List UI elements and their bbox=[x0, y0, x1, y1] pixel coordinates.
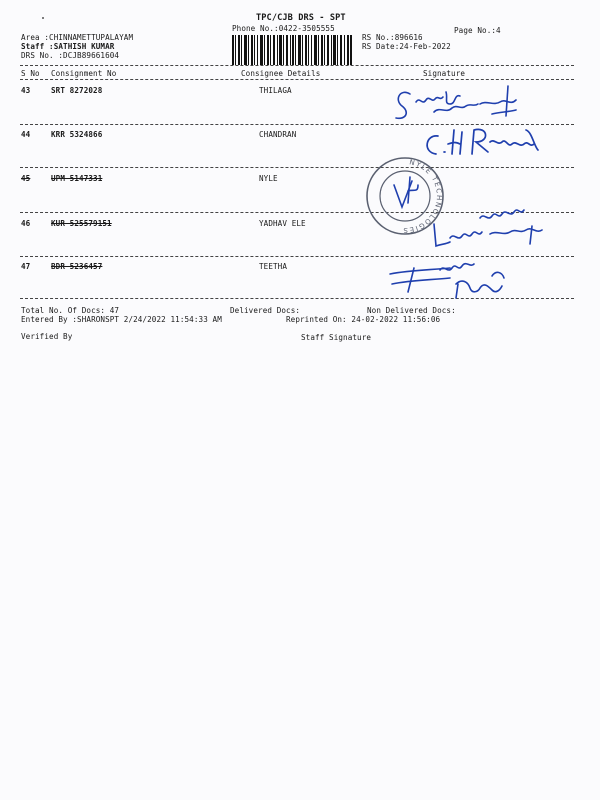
handwritten-signature bbox=[384, 254, 524, 304]
divider bbox=[20, 65, 574, 66]
scan-speck bbox=[42, 17, 44, 19]
rs-date: RS Date:24-Feb-2022 bbox=[362, 42, 451, 51]
row-consignment-no: KUR 525579151 bbox=[51, 219, 112, 228]
page-number: Page No.:4 bbox=[454, 26, 501, 35]
row-consignment-no: KRR 5324866 bbox=[51, 130, 103, 139]
rs-number: RS No.:896616 bbox=[362, 33, 423, 42]
row-consignment-no: UPM 5147331 bbox=[51, 174, 103, 183]
handwritten-signature bbox=[388, 78, 538, 126]
delivered-docs: Delivered Docs: bbox=[230, 306, 301, 315]
row-consignee: YADHAV ELE bbox=[259, 219, 306, 228]
barcode bbox=[232, 35, 352, 65]
verified-by-label: Verified By bbox=[21, 332, 73, 341]
company-stamp bbox=[364, 155, 446, 237]
phone-number: Phone No.:0422-3505555 bbox=[232, 24, 335, 33]
row-sno: 45 bbox=[21, 174, 31, 183]
area-label: Area :CHINNAMETTUPALAYAM bbox=[21, 33, 134, 42]
drs-number: DRS No. :DCJB89661604 bbox=[21, 51, 120, 60]
document-title: TPC/CJB DRS - SPT bbox=[256, 13, 346, 23]
row-consignee: TEETHA bbox=[259, 262, 288, 271]
column-header-consignment: Consignment No bbox=[51, 69, 117, 78]
row-consignment-no: SRT 8272028 bbox=[51, 86, 103, 95]
reprinted-on: Reprinted On: 24-02-2022 11:56:06 bbox=[286, 315, 441, 324]
total-docs: Total No. Of Docs: 47 bbox=[21, 306, 120, 315]
row-sno: 46 bbox=[21, 219, 31, 228]
row-consignee: THILAGA bbox=[259, 86, 292, 95]
row-consignee: NYLE bbox=[259, 174, 278, 183]
row-sno: 47 bbox=[21, 262, 31, 271]
row-sno: 43 bbox=[21, 86, 31, 95]
entered-by: Entered By :SHARONSPT 2/24/2022 11:54:33 AM bbox=[21, 315, 222, 324]
row-consignee: CHANDRAN bbox=[259, 130, 297, 139]
staff-label: Staff :SATHISH KUMAR bbox=[21, 42, 115, 51]
row-consignment-no: BDR 5236457 bbox=[51, 262, 103, 271]
staff-signature-label: Staff Signature bbox=[301, 333, 372, 342]
row-sno: 44 bbox=[21, 130, 31, 139]
row-divider bbox=[20, 167, 574, 168]
column-header-consignee: Consignee Details bbox=[241, 69, 321, 78]
stamp-text: NYLE TECHNOLOGIES bbox=[402, 158, 444, 235]
column-header-signature: Signature bbox=[423, 69, 466, 78]
non-delivered-docs: Non Delivered Docs: bbox=[367, 306, 456, 315]
column-header-sno: S No bbox=[21, 69, 40, 78]
